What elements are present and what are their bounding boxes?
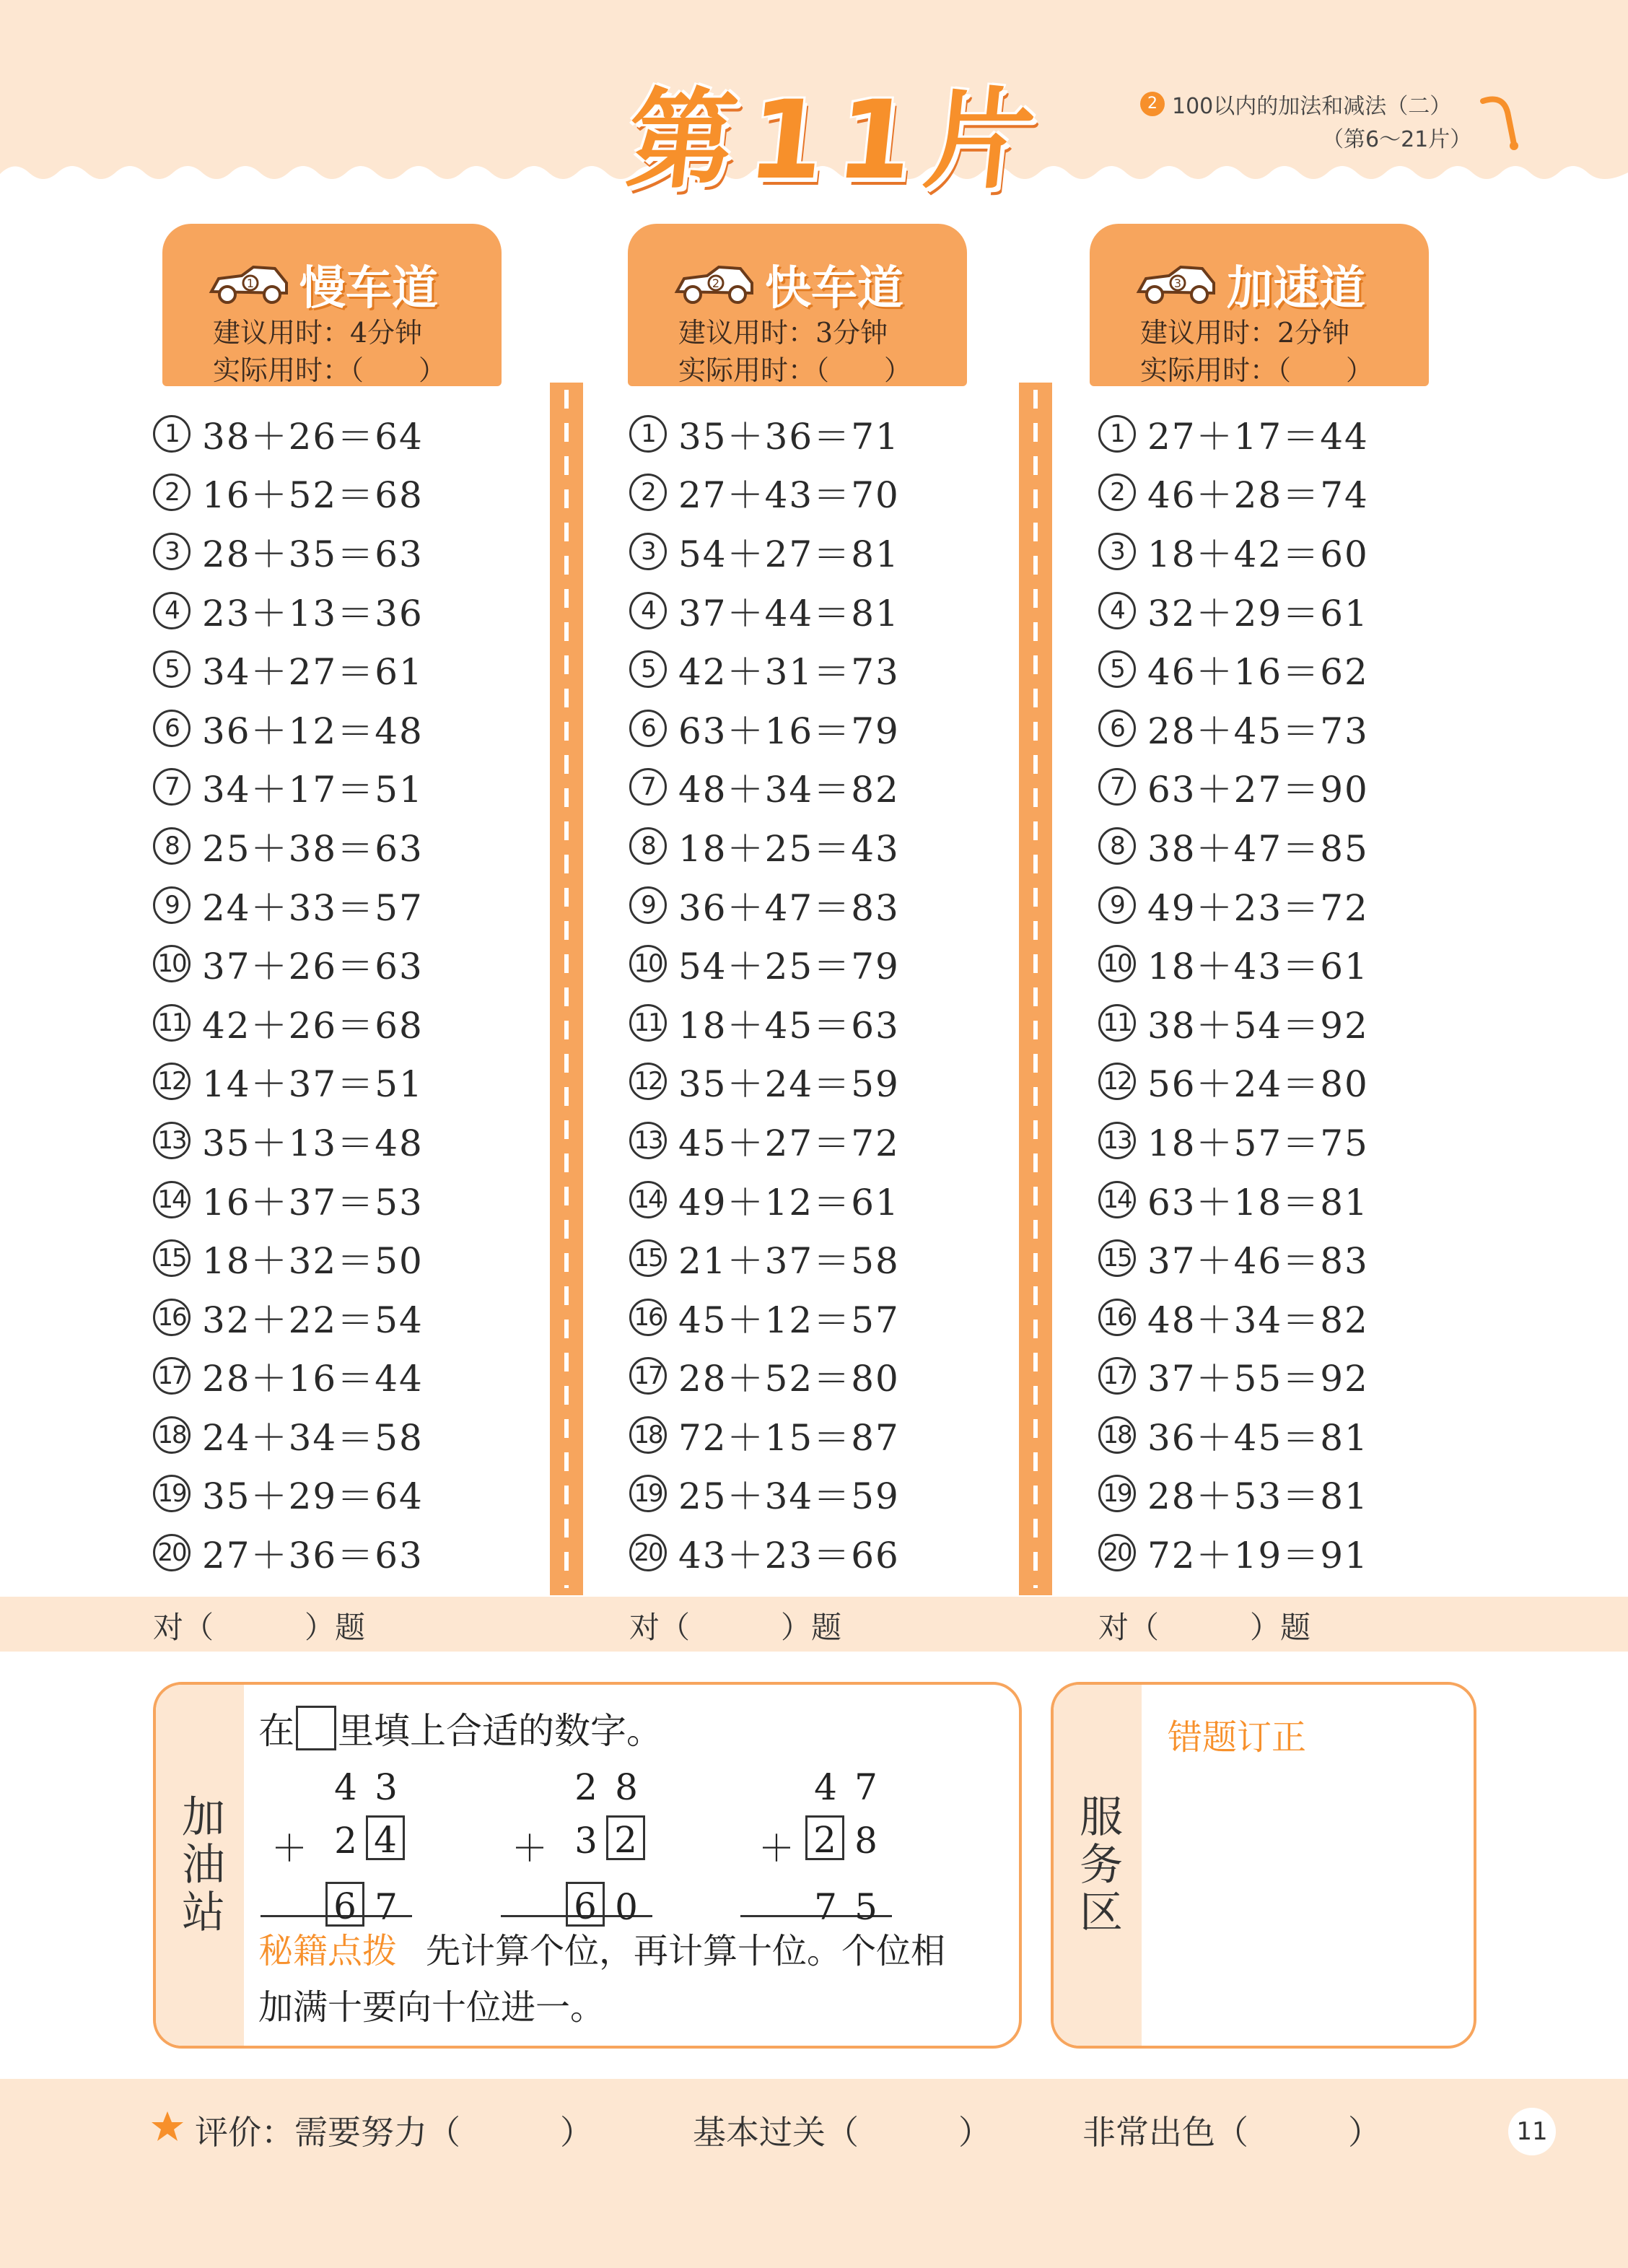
problem-item (1098, 1405, 1369, 1465)
evaluation-basic: 基本过关（ ） (693, 2113, 992, 2152)
problem-item (629, 993, 900, 1052)
problem-equation: 28＋45＝73 (1147, 710, 1369, 752)
problem-number: 7 (153, 768, 191, 806)
problem-item (629, 1347, 900, 1406)
problem-item (153, 640, 424, 699)
problem-equation: 42＋31＝73 (678, 651, 900, 694)
problem-equation: 32＋22＝54 (202, 1299, 424, 1341)
problem-number: 16 (1098, 1299, 1136, 1336)
problem-item (1098, 463, 1369, 523)
problem-number: 11 (1098, 1004, 1136, 1042)
problem-equation: 37＋55＝92 (1147, 1358, 1369, 1400)
problem-item (629, 699, 900, 758)
problem-equation: 34＋27＝61 (202, 651, 424, 694)
problem-number: 9 (629, 886, 667, 924)
problem-equation: 18＋57＝75 (1147, 1122, 1369, 1164)
problem-equation: 48＋34＝82 (1147, 1299, 1369, 1341)
problem-item (629, 1465, 900, 1524)
tip-label: 秘籍点拨 (258, 1931, 398, 1971)
problem-item (629, 1111, 900, 1170)
problem-number: 19 (153, 1475, 191, 1512)
problem-number: 4 (153, 592, 191, 629)
problem-item (1098, 1347, 1369, 1406)
correction-label: 错题订正 (1168, 1717, 1307, 1758)
problem-item (153, 581, 424, 640)
problem-number: 10 (153, 945, 191, 982)
problem-equation: 28＋52＝80 (678, 1358, 900, 1400)
problem-number: 6 (153, 710, 191, 747)
service-area-label: 服务区 (1054, 1685, 1142, 2046)
problem-number: 17 (153, 1357, 191, 1395)
problem-equation: 18＋32＝50 (202, 1240, 424, 1283)
problem-number: 19 (629, 1475, 667, 1512)
problem-equation: 32＋29＝61 (1147, 592, 1369, 634)
suggested-time: 建议用时：4分钟 (213, 317, 423, 349)
problem-number: 4 (629, 592, 667, 629)
problem-item (629, 1170, 900, 1229)
problem-equation: 28＋16＝44 (202, 1358, 424, 1400)
evaluation-needs-effort: 评价：需要努力（ ） (195, 2113, 593, 2152)
unit-title: 100以内的加法和减法（二） (1172, 94, 1452, 119)
problem-number: 4 (1098, 592, 1136, 629)
problem-equation: 36＋45＝81 (1147, 1416, 1369, 1459)
tip (258, 1923, 980, 2036)
problem-number: 5 (629, 650, 667, 688)
star-icon (150, 2109, 185, 2144)
problem-number: 10 (629, 945, 667, 982)
problem-equation: 18＋45＝63 (678, 1004, 900, 1047)
problem-number: 6 (629, 710, 667, 747)
problem-equation: 14＋37＝51 (202, 1063, 424, 1106)
problem-item (1098, 1229, 1369, 1288)
car-number: 3 (1173, 276, 1182, 290)
problem-number: 7 (629, 768, 667, 806)
car-number: 1 (246, 276, 255, 290)
problem-item (153, 1523, 424, 1582)
fill-instruction: 在 里填上合适的数字。 (258, 1702, 662, 1754)
problem-equation: 34＋17＝51 (202, 769, 424, 811)
problem-item (1098, 1111, 1369, 1170)
unit-tag (1140, 88, 1515, 153)
problem-equation: 49＋12＝61 (678, 1181, 900, 1224)
problem-equation: 46＋16＝62 (1147, 651, 1369, 694)
problem-number: 3 (153, 533, 191, 570)
problem-number: 17 (1098, 1357, 1136, 1395)
problem-equation: 23＋13＝36 (202, 592, 424, 634)
problem-equation: 25＋34＝59 (678, 1475, 900, 1518)
problem-number: 2 (629, 474, 667, 511)
evaluation-excellent: 非常出色（ ） (1082, 2113, 1381, 2152)
problem-equation: 45＋12＝57 (678, 1299, 900, 1341)
problem-item (629, 463, 900, 523)
problem-item (153, 758, 424, 817)
problem-equation: 54＋27＝81 (678, 533, 900, 575)
problem-equation: 36＋12＝48 (202, 710, 424, 752)
problem-item (1098, 404, 1369, 463)
problem-list-slow (153, 404, 424, 1582)
problem-item (153, 1052, 424, 1112)
lane-divider (550, 383, 583, 1595)
problem-equation: 28＋53＝81 (1147, 1475, 1369, 1518)
problem-number: 14 (1098, 1181, 1136, 1218)
problem-number: 17 (629, 1357, 667, 1395)
problem-equation: 63＋16＝79 (678, 710, 900, 752)
problem-equation: 72＋19＝91 (1147, 1535, 1369, 1577)
problem-item (629, 758, 900, 817)
problem-item (153, 816, 424, 876)
problem-item (153, 404, 424, 463)
problem-number: 19 (1098, 1475, 1136, 1512)
actual-time: 实际用时：（ ） (1140, 354, 1374, 386)
lane-header-fast (628, 224, 967, 386)
lane-title: 加速道 (1227, 262, 1365, 315)
problem-equation: 37＋44＝81 (678, 592, 900, 634)
problem-number: 20 (629, 1534, 667, 1571)
problem-equation: 63＋18＝81 (1147, 1181, 1369, 1224)
problem-item (629, 1229, 900, 1288)
problem-equation: 38＋54＝92 (1147, 1004, 1369, 1047)
problem-item (629, 640, 900, 699)
problem-item (153, 463, 424, 523)
problem-equation: 25＋38＝63 (202, 827, 424, 870)
problem-item (1098, 934, 1369, 993)
fuel-nozzle-icon (1479, 94, 1523, 152)
answer-box[interactable]: 2 (606, 1815, 645, 1860)
problem-equation: 27＋36＝63 (202, 1535, 424, 1577)
problem-equation: 37＋46＝83 (1147, 1240, 1369, 1283)
problem-number: 12 (1098, 1063, 1136, 1100)
problem-equation: 54＋25＝79 (678, 946, 900, 988)
suggested-time: 建议用时：2分钟 (1140, 317, 1350, 349)
problem-item (629, 522, 900, 581)
problem-equation: 38＋47＝85 (1147, 827, 1369, 870)
problem-item (629, 1288, 900, 1347)
problem-equation: 18＋43＝61 (1147, 946, 1369, 988)
problem-item (629, 1052, 900, 1112)
problem-item (153, 699, 424, 758)
problem-number: 6 (1098, 710, 1136, 747)
problem-item (629, 816, 900, 876)
problem-item (1098, 1170, 1369, 1229)
problem-equation: 36＋47＝83 (678, 886, 900, 929)
problem-equation: 35＋29＝64 (202, 1475, 424, 1518)
answer-box[interactable]: 2 (805, 1815, 844, 1860)
problem-number: 11 (629, 1004, 667, 1042)
problem-equation: 63＋27＝90 (1147, 769, 1369, 811)
problem-item (629, 404, 900, 463)
problem-item (1098, 1288, 1369, 1347)
problem-equation: 24＋34＝58 (202, 1416, 424, 1459)
problem-equation: 48＋34＝82 (678, 769, 900, 811)
problem-equation: 72＋15＝87 (678, 1416, 900, 1459)
problem-equation: 56＋24＝80 (1147, 1063, 1369, 1106)
problem-item (1098, 581, 1369, 640)
problem-number: 18 (1098, 1416, 1136, 1454)
problem-item (629, 876, 900, 935)
problem-number: 10 (1098, 945, 1136, 982)
problem-item (153, 1170, 424, 1229)
problem-number: 2 (1098, 474, 1136, 511)
problem-item (153, 993, 424, 1052)
race-car-icon (206, 263, 292, 306)
problem-equation: 27＋43＝70 (678, 474, 900, 517)
problem-number: 5 (153, 650, 191, 688)
problem-number: 20 (153, 1534, 191, 1571)
answer-box[interactable]: 6 (325, 1882, 364, 1927)
car-number: 2 (712, 276, 720, 290)
lane-title: 慢车道 (299, 262, 438, 315)
problem-number: 13 (153, 1122, 191, 1159)
problem-item (1098, 522, 1369, 581)
problem-number: 13 (1098, 1122, 1136, 1159)
problem-equation: 42＋26＝68 (202, 1004, 424, 1047)
problem-equation: 45＋27＝72 (678, 1122, 900, 1164)
problem-number: 12 (153, 1063, 191, 1100)
problem-list-fast (629, 404, 900, 1582)
problem-equation: 35＋36＝71 (678, 415, 900, 458)
problem-item (629, 1405, 900, 1465)
problem-item (1098, 816, 1369, 876)
suggested-time: 建议用时：3分钟 (678, 317, 888, 349)
unit-range: （第6～21片） (1322, 127, 1472, 152)
problem-equation: 37＋26＝63 (202, 946, 424, 988)
answer-box[interactable]: 6 (566, 1882, 605, 1927)
problem-number: 3 (629, 533, 667, 570)
score-slow: 对（ ）题 (153, 1610, 366, 1645)
service-area-box (1051, 1682, 1476, 2049)
problem-number: 14 (629, 1181, 667, 1218)
problem-equation: 16＋37＝53 (202, 1181, 424, 1224)
answer-box[interactable]: 4 (366, 1815, 405, 1860)
problem-number: 15 (629, 1239, 667, 1277)
problem-item (629, 581, 900, 640)
problem-number: 8 (1098, 827, 1136, 865)
problem-number: 15 (153, 1239, 191, 1277)
problem-number: 11 (153, 1004, 191, 1042)
problem-equation: 24＋33＝57 (202, 886, 424, 929)
problem-number: 15 (1098, 1239, 1136, 1277)
problem-number: 9 (153, 886, 191, 924)
problem-number: 8 (153, 827, 191, 865)
problem-item (153, 934, 424, 993)
problem-number: 8 (629, 827, 667, 865)
vertical-calc-2: 2 8 ＋ 3 2 6 0 (501, 1761, 652, 1934)
problem-item (1098, 1523, 1369, 1582)
problem-equation: 16＋52＝68 (202, 474, 424, 517)
problem-item (153, 1229, 424, 1288)
problem-item (153, 1288, 424, 1347)
problem-item (1098, 1465, 1369, 1524)
problem-number: 14 (153, 1181, 191, 1218)
page-number: 11 (1508, 2108, 1556, 2155)
problem-item (1098, 876, 1369, 935)
problem-item (153, 1405, 424, 1465)
problem-equation: 27＋17＝44 (1147, 415, 1369, 458)
problem-item (1098, 993, 1369, 1052)
unit-number-badge: 2 (1140, 92, 1165, 116)
problem-equation: 21＋37＝58 (678, 1240, 900, 1283)
vertical-calc-1: 4 3 ＋ 2 4 6 7 (261, 1761, 412, 1934)
problem-number: 16 (153, 1299, 191, 1336)
problem-list-boost (1098, 404, 1369, 1582)
problem-item (153, 1347, 424, 1406)
problem-number: 20 (1098, 1534, 1136, 1571)
problem-equation: 18＋25＝43 (678, 827, 900, 870)
problem-equation: 35＋13＝48 (202, 1122, 424, 1164)
race-car-icon (1133, 263, 1220, 306)
problem-item (153, 1111, 424, 1170)
problem-equation: 18＋42＝60 (1147, 533, 1369, 575)
problem-equation: 46＋28＝74 (1147, 474, 1369, 517)
problem-equation: 49＋23＝72 (1147, 886, 1369, 929)
problem-number: 2 (153, 474, 191, 511)
problem-item (153, 522, 424, 581)
page-title: 第11片 (621, 78, 1054, 204)
problem-item (1098, 699, 1369, 758)
problem-equation: 43＋23＝66 (678, 1535, 900, 1577)
fuel-station-label: 加油站 (156, 1685, 244, 2046)
problem-item (629, 1523, 900, 1582)
problem-item (1098, 758, 1369, 817)
problem-number: 16 (629, 1299, 667, 1336)
problem-number: 1 (1098, 415, 1136, 453)
race-car-icon (671, 263, 758, 306)
lane-header-slow (162, 224, 502, 386)
problem-number: 1 (629, 415, 667, 453)
problem-number: 18 (629, 1416, 667, 1454)
problem-number: 1 (153, 415, 191, 453)
problem-number: 5 (1098, 650, 1136, 688)
problem-equation: 35＋24＝59 (678, 1063, 900, 1106)
problem-number: 9 (1098, 886, 1136, 924)
actual-time: 实际用时：（ ） (213, 354, 447, 386)
lane-title: 快车道 (765, 262, 903, 315)
vertical-calc-3: 4 7 ＋ 2 8 7 5 (740, 1761, 892, 1934)
problem-item (153, 1465, 424, 1524)
problem-equation: 38＋26＝64 (202, 415, 424, 458)
problem-item (153, 876, 424, 935)
blank-box-icon (296, 1706, 336, 1750)
problem-equation: 28＋35＝63 (202, 533, 424, 575)
score-boost: 对（ ）题 (1098, 1610, 1311, 1645)
problem-number: 18 (153, 1416, 191, 1454)
problem-number: 13 (629, 1122, 667, 1159)
lane-header-boost (1090, 224, 1429, 386)
problem-item (1098, 640, 1369, 699)
actual-time: 实际用时：（ ） (678, 354, 912, 386)
problem-number: 12 (629, 1063, 667, 1100)
problem-item (629, 934, 900, 993)
problem-number: 7 (1098, 768, 1136, 806)
problem-item (1098, 1052, 1369, 1112)
problem-number: 3 (1098, 533, 1136, 570)
lane-divider (1019, 383, 1052, 1595)
score-fast: 对（ ）题 (629, 1610, 842, 1645)
fuel-station-box (153, 1682, 1022, 2049)
tip-text: 先计算个位，再计算十位。个位相加满十要向十位进一。 (258, 1931, 946, 2028)
